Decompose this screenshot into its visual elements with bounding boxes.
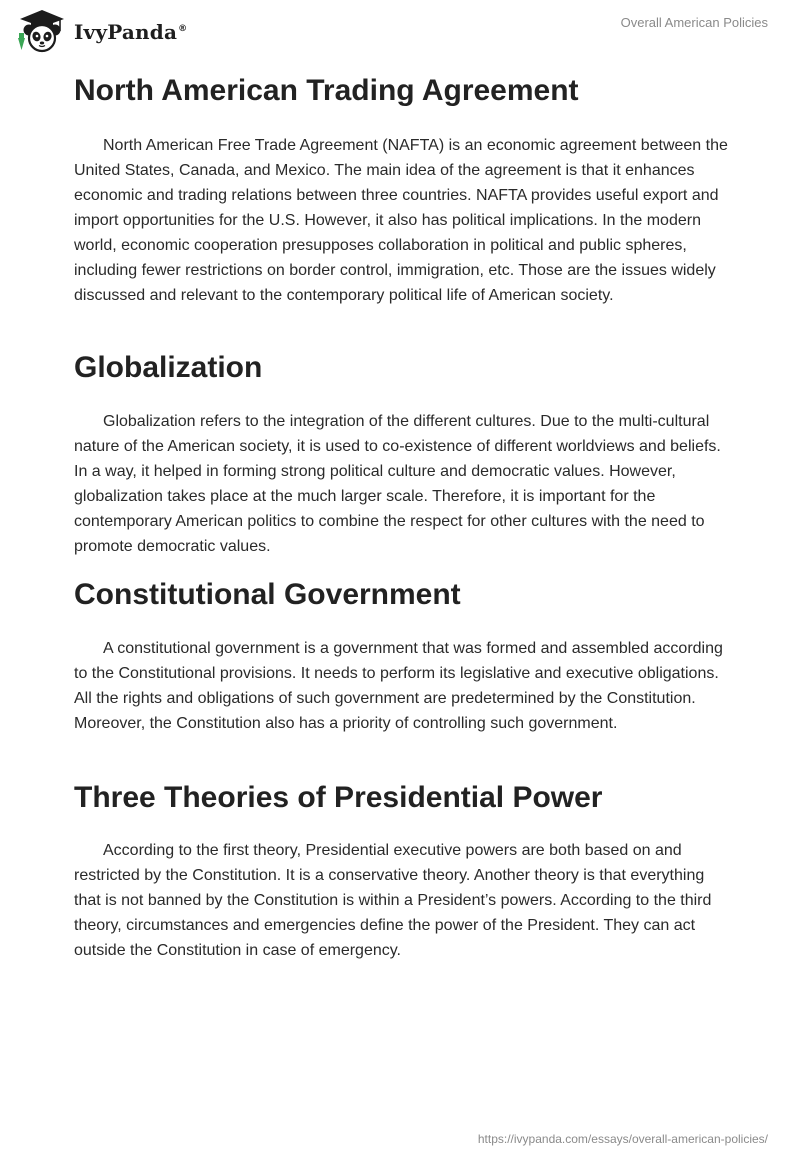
section-heading-constitutional-government: Constitutional Government (74, 578, 461, 611)
page-header (0, 0, 800, 64)
section-body-presidential-power: According to the first theory, Presidential executive powers are both based on and restricted by the Constitution. It is a conservative theory. Another theory is that everything that is not banned by the Constitution is within a President’s powers. According to the third theory, circumstances and emergencies define the power of the President. They can act outside the Constitution in case of emergency. (74, 842, 712, 959)
panda-graduate-icon (16, 9, 68, 53)
ivypanda-logo[interactable] (16, 9, 187, 53)
source-url[interactable]: https://ivypanda.com/essays/overall-american-policies/ (477, 1132, 768, 1146)
document-title: Overall American Policies (620, 15, 768, 30)
section-heading-nafta: North American Trading Agreement (74, 74, 579, 107)
section-body-globalization: Globalization refers to the integration of the different cultures. Due to the multi-cultural nature of the American society, it is used to co-existence of different worldviews and beliefs. In a way, it helped in forming strong political culture and democratic values. However, globalization takes place at the much larger scale. Therefore, it is important for the contemporary American politics to combine the respect for other cultures with the need to promote democratic values. (74, 413, 721, 555)
section-heading-globalization: Globalization (74, 351, 263, 384)
section-heading-presidential-power: Three Theories of Presidential Power (74, 781, 603, 814)
brand-name: IvyPanda® (74, 20, 188, 44)
section-body-constitutional-government: A constitutional government is a government that was formed and assembled according to the Constitutional provisions. It needs to perform its legislative and executive obligations. All the rights and obligations of such government are predetermined by the Constitution. Moreover, the Constitution also has a priority of controlling such government. (74, 640, 723, 732)
section-body-nafta: North American Free Trade Agreement (NAFTA) is an economic agreement between the United States, Canada, and Mexico. The main idea of the agreement is that it enhances economic and trading relations between three countries. NAFTA provides useful export and import opportunities for the U.S. However, it also has political implications. In the modern world, economic cooperation presupposes collaboration in political and public spheres, including fewer restrictions on border control, immigration, etc. Those are the issues widely discussed and relevant to the contemporary political life of American society. (74, 137, 728, 304)
registered-mark: ® (178, 24, 188, 35)
